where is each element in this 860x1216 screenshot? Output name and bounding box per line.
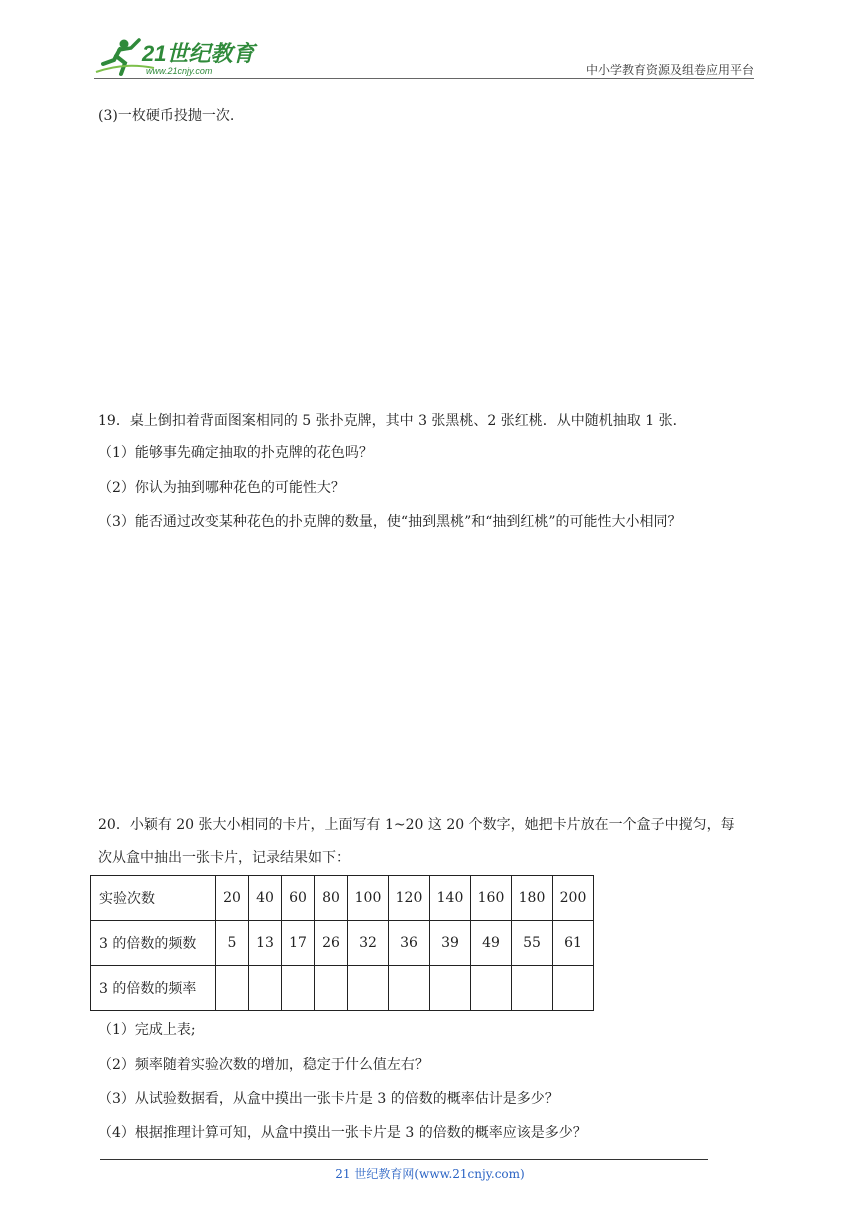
- count-cell: 55: [512, 921, 553, 966]
- q19-stem: 19．桌上倒扣着背面图案相同的 5 张扑克牌，其中 3 张黑桃、2 张红桃．从中随机抽取 1 张．: [98, 413, 687, 429]
- table-row-trials: [91, 876, 594, 921]
- row-header-counts: 3 的倍数的频数: [91, 921, 216, 966]
- count-cell: 17: [282, 921, 315, 966]
- q19-part3: （3）能否通过改变某种花色的扑克牌的数量，使“抽到黑桃”和“抽到红桃”的可能性大小相同？: [98, 514, 682, 530]
- freq-cell: [430, 966, 471, 1011]
- count-cell: 26: [315, 921, 348, 966]
- count-cell: 49: [471, 921, 512, 966]
- count-cell: 36: [389, 921, 430, 966]
- q20-part2: （2）频率随着实验次数的增加，稳定于什么值左右？: [98, 1057, 429, 1073]
- q20-part1: （1）完成上表;: [98, 1022, 196, 1038]
- q20-stem-line2: 次从盒中抽出一张卡片，记录结果如下：: [98, 850, 350, 866]
- q19-part2: （2）你认为抽到哪种花色的可能性大？: [98, 480, 345, 496]
- q19-part1: （1）能够事先确定抽取的扑克牌的花色吗？: [98, 445, 373, 461]
- freq-cell: [216, 966, 249, 1011]
- count-cell: 39: [430, 921, 471, 966]
- trials-cell: 20: [216, 876, 249, 921]
- trials-cell: 100: [348, 876, 389, 921]
- q18-part3: (3)一枚硬币投抛一次.: [98, 108, 235, 124]
- q20-stem-line1: 20．小颖有 20 张大小相同的卡片，上面写有 1~20 这 20 个数字，她把卡片放在一个盒子中搅匀，每: [98, 817, 735, 833]
- freq-cell: [348, 966, 389, 1011]
- q20-part3: （3）从试验数据看，从盒中摸出一张卡片是 3 的倍数的概率估计是多少？: [98, 1091, 559, 1107]
- q20-table: [90, 875, 594, 1011]
- trials-cell: 80: [315, 876, 348, 921]
- table-row-counts: [91, 921, 594, 966]
- freq-cell: [249, 966, 282, 1011]
- count-cell: 32: [348, 921, 389, 966]
- trials-cell: 40: [249, 876, 282, 921]
- trials-cell: 140: [430, 876, 471, 921]
- row-header-trials: 实验次数: [91, 876, 216, 921]
- trials-cell: 200: [553, 876, 594, 921]
- freq-cell: [553, 966, 594, 1011]
- logo-text: 21世纪教育: [142, 41, 255, 66]
- count-cell: 5: [216, 921, 249, 966]
- q20-part4: （4）根据推理计算可知，从盒中摸出一张卡片是 3 的倍数的概率应该是多少？: [98, 1125, 587, 1141]
- freq-cell: [389, 966, 430, 1011]
- count-cell: 13: [249, 921, 282, 966]
- count-cell: 61: [553, 921, 594, 966]
- site-logo: [94, 34, 264, 78]
- logo-url: www.21cnjy.com: [146, 66, 213, 76]
- footer-divider: [100, 1159, 708, 1160]
- trials-cell: 180: [512, 876, 553, 921]
- trials-cell: 120: [389, 876, 430, 921]
- header-divider: [94, 78, 754, 79]
- freq-cell: [315, 966, 348, 1011]
- footer-link[interactable]: 21 世纪教育网(www.21cnjy.com): [335, 1167, 525, 1181]
- header-platform-text: 中小学教育资源及组卷应用平台: [585, 63, 754, 77]
- trials-cell: 160: [471, 876, 512, 921]
- row-header-freqs: 3 的倍数的频率: [91, 966, 216, 1011]
- trials-cell: 60: [282, 876, 315, 921]
- table-row-freqs: [91, 966, 594, 1011]
- freq-cell: [282, 966, 315, 1011]
- freq-cell: [471, 966, 512, 1011]
- freq-cell: [512, 966, 553, 1011]
